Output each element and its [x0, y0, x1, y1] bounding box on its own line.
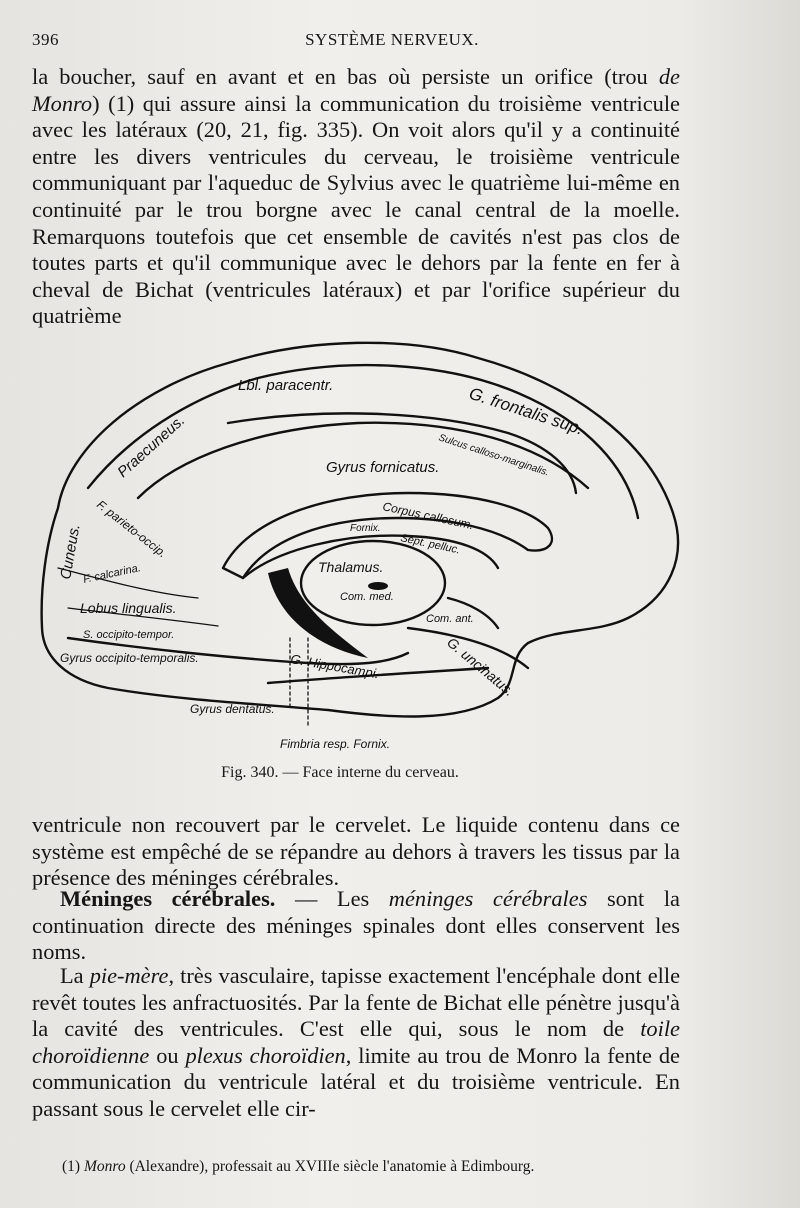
- label-f-parieto-occip: F. parieto-occip.: [94, 497, 170, 561]
- label-s-occipito-tempor: S. occipito-tempor.: [83, 629, 175, 641]
- paragraph-4: [32, 963, 680, 1123]
- label-lobus-lingualis: Lobus lingualis.: [80, 600, 177, 616]
- paragraph-4-c: , très vasculaire, tapisse exactement l'encéphale dont elle revêt toutes les anfractuosités. Par la fente de Bichat elle pénètre jusqu'à la cavité des ventricules. C'est elle qui, sous le nom de: [32, 963, 681, 1042]
- paragraph-1-a: la boucher, sauf en avant et en bas où persiste un orifice (trou: [32, 64, 659, 89]
- brain-illustration: [28, 328, 700, 766]
- label-fornix: Fornix.: [350, 523, 381, 534]
- paragraph-3-c: sont la continuation directe des méninges spinales dont elles conservent les noms.: [32, 886, 680, 965]
- label-f-calcarina: F. calcarina.: [82, 562, 142, 586]
- label-sulcus-calloso-marginalis: Sulcus calloso-marginalis.: [437, 432, 551, 479]
- paragraph-1-monro: de Monro: [32, 64, 680, 116]
- meninges-heading: Méninges cérébrales.: [60, 886, 276, 911]
- paragraph-4-a: La: [60, 963, 90, 988]
- paragraph-4-g: , limite au trou de Monro la fente de communication du ventricule latéral et du troisième ventricule. En passant sous le cervelet elle cir-: [32, 1042, 680, 1121]
- label-gyrus-occipito-temporalis: Gyrus occipito-temporalis.: [60, 651, 199, 665]
- paragraph-3-b: méninges cérébrales: [388, 886, 588, 911]
- com-med-mark: [368, 582, 388, 590]
- figure-caption: Fig. 340. — Face interne du cerveau.: [221, 764, 459, 781]
- label-sept-pelluc: Sept. pelluc.: [399, 532, 462, 557]
- paragraph-4-b: pie-mère: [89, 963, 169, 988]
- paragraph-4-d: toile choroïdienne: [32, 1016, 680, 1068]
- hippocampal-band: [268, 568, 368, 658]
- footnote-marker: (1): [62, 1158, 84, 1175]
- paragraph-3-a: — Les: [275, 886, 389, 911]
- label-lbl-paracentr: Lbl. paracentr.: [238, 377, 334, 394]
- label-gyrus-fornicatus: Gyrus fornicatus.: [326, 459, 440, 476]
- label-com-ant: Com. ant.: [426, 613, 474, 625]
- paragraph-1: [32, 64, 680, 330]
- page-number: 396: [32, 30, 59, 49]
- running-title: SYSTÈME NERVEUX.: [305, 30, 479, 49]
- label-praecuneus: Praecuneus.: [114, 411, 189, 481]
- paragraph-3: [32, 886, 680, 966]
- label-g-uncinatus: G. uncinatus.: [444, 634, 518, 700]
- label-g-hippocampi: G. Hippocampi.: [289, 651, 381, 682]
- running-head: [32, 30, 752, 56]
- footnote: [62, 1158, 702, 1176]
- footnote-text: (Alexandre), professait au XVIIIe siècle l'anatomie à Edimbourg.: [125, 1158, 535, 1175]
- label-fimbria: Fimbria resp. Fornix.: [280, 737, 391, 751]
- label-corpus-callosum: Corpus callosum.: [381, 499, 475, 533]
- label-g-frontalis-sup: G. frontalis sup.: [466, 383, 586, 439]
- paragraph-4-f: plexus choroïdien: [185, 1042, 346, 1068]
- label-cuneus: Cuneus.: [57, 522, 84, 581]
- paragraph-1-c: ) (1) qui assure ainsi la communication du troisième ventricule avec les latéraux (20, 21, fig. 335). On voit alors qu'il y a continuité entre les divers ventricules du cerveau, le troisième ventricule communiquant par l'aqueduc de Sylvius avec le quatrième lui-même en continuité par le trou borgne avec le canal central de la moelle. Remarquons toutefois que cet ensemble de cavités n'est pas clos de toutes parts et qu'il communique avec le dehors par la fente en fer à cheval de Bichat (ventricules latéraux) et par l'orifice supérieur du quatrième: [32, 90, 680, 329]
- brain-figure: [28, 328, 700, 766]
- label-gyrus-dentatus: Gyrus dentatus.: [190, 702, 275, 716]
- label-com-med: Com. med.: [340, 591, 394, 603]
- sulcus-calloso-line: [228, 413, 576, 493]
- paragraph-4-e: ou: [149, 1042, 186, 1068]
- footnote-name: Monro: [83, 1158, 126, 1175]
- label-thalamus: Thalamus.: [318, 559, 384, 575]
- paragraph-2: ventricule non recouvert par le cervelet. Le liquide contenu dans ce système est empêché de se répandre au dehors à travers les tissus par la présence des méninges cérébrales.: [32, 812, 680, 891]
